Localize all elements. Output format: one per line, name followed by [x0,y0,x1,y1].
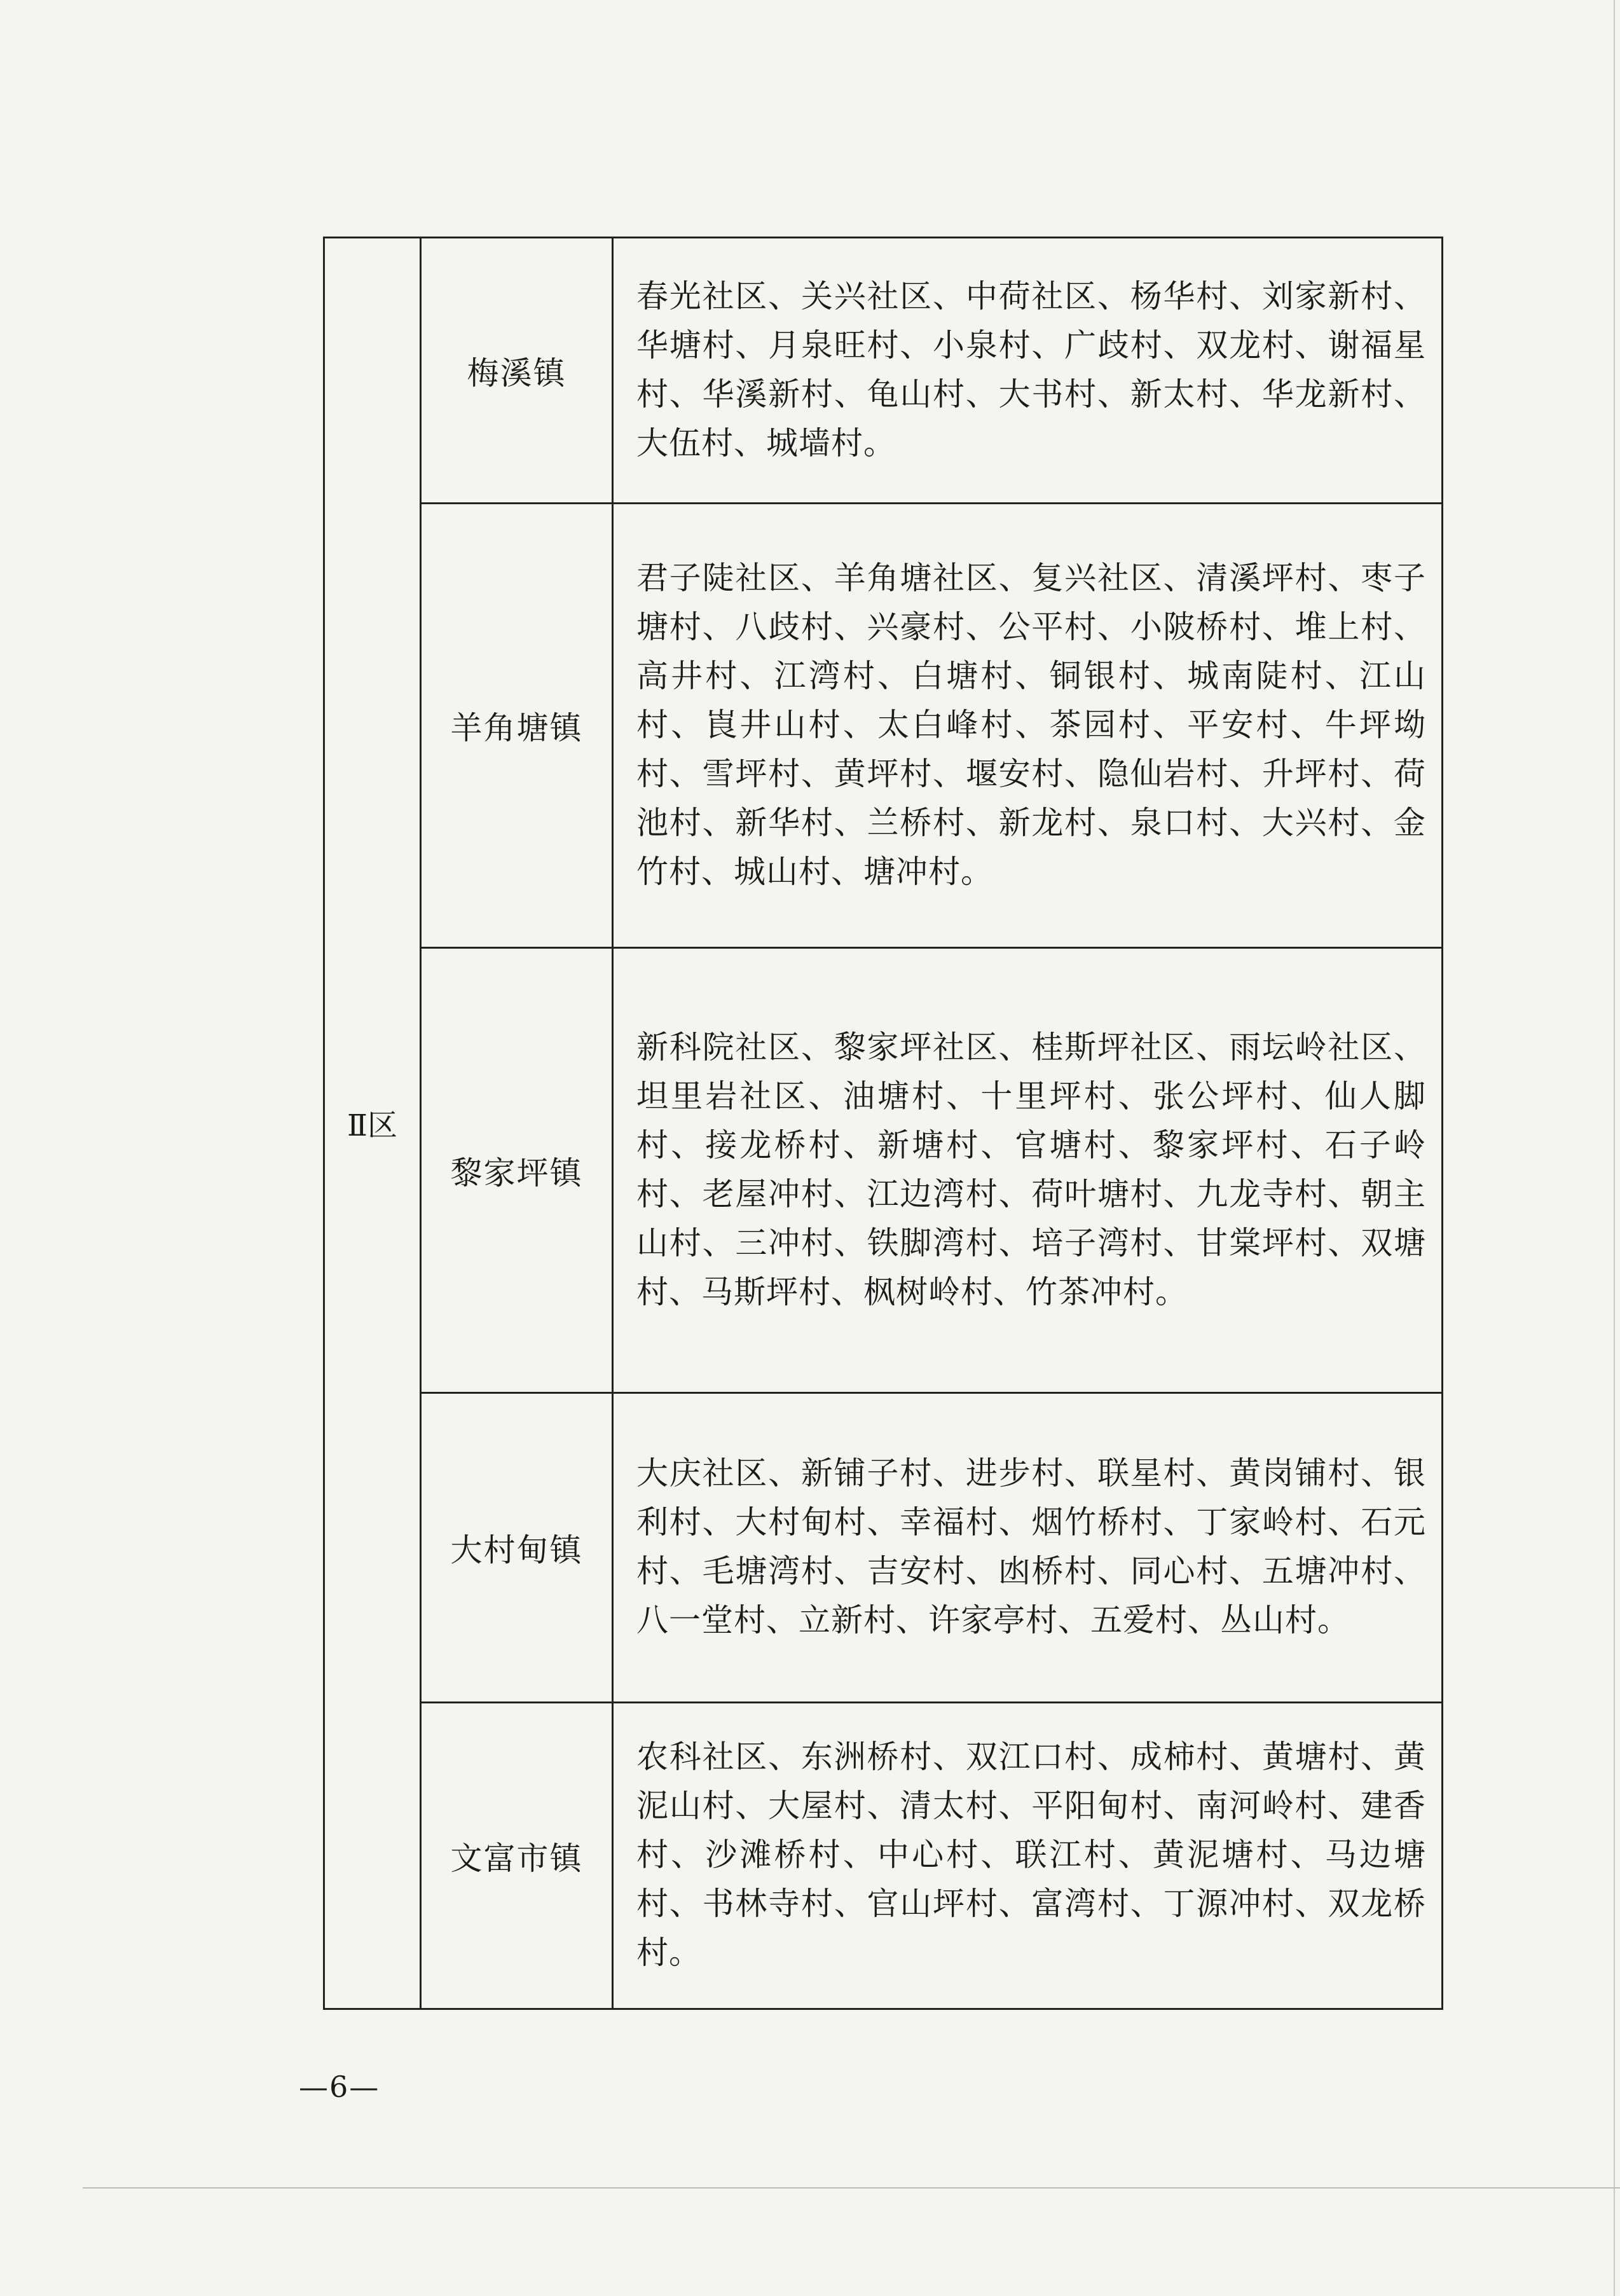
page-edge-bottom [83,2187,1620,2189]
town-cell [421,504,613,948]
town-name: 羊角塘镇 [450,710,583,746]
town-name: 黎家坪镇 [450,1154,583,1192]
villages-list: 新科院社区、黎家坪社区、桂斯坪社区、雨坛岭社区、坦里岩社区、油塘村、十里坪村、张公坪村、仙人脚村、接龙桥村、新塘村、官塘村、黎家坪村、石子岭村、老屋冲村、江边湾村、荷叶塘村、九龙寺村、朝主山村、三冲村、铁脚湾村、培子湾村、甘棠坪村、双塘村、马斯坪村、枫树岭村、竹茶冲村。 [636,1028,1426,1310]
villages-cell [613,948,1443,1393]
table-row [324,504,1443,948]
villages-cell [613,1703,1443,2009]
town-cell [421,1393,613,1703]
town-cell [421,1703,613,2009]
villages-list: 春光社区、关兴社区、中荷社区、杨华村、刘家新村、华塘村、月泉旺村、小泉村、广歧村、双龙村、谢福星村、华溪新村、龟山村、大书村、新太村、华龙新村、大伍村、城墙村。 [636,277,1426,462]
table-row [324,1703,1443,2009]
town-name: 文富市镇 [450,1839,583,1877]
villages-cell [613,504,1443,948]
page-edge-right [1614,0,1615,2296]
page-number: —6— [299,2070,380,2104]
town-cell [421,948,613,1393]
zone-village-table [323,237,1443,2010]
town-name: 大村甸镇 [450,1532,583,1569]
villages-list: 农科社区、东洲桥村、双江口村、成柿村、黄塘村、黄泥山村、大屋村、清太村、平阳甸村、南河岭村、建香村、沙滩桥村、中心村、联江村、黄泥塘村、马边塘村、书林寺村、官山坪村、富湾村、丁源冲村、双龙桥村。 [636,1738,1426,1971]
villages-cell [613,238,1443,504]
zone-cell [324,238,421,2009]
table-row [324,948,1443,1393]
town-name: 梅溪镇 [467,354,566,392]
town-cell [421,238,613,504]
table-row [324,238,1443,504]
table-row [324,1393,1443,1703]
villages-cell [613,1393,1443,1703]
villages-list: 君子陡社区、羊角塘社区、复兴社区、清溪坪村、枣子塘村、八歧村、兴豪村、公平村、小陂桥村、堆上村、高井村、江湾村、白塘村、铜银村、城南陡村、江山村、崀井山村、太白峰村、茶园村、平安村、牛坪坳村、雪坪村、黄坪村、堰安村、隐仙岩村、升坪村、荷池村、新华村、兰桥村、新龙村、泉口村、大兴村、金竹村、城山村、塘冲村。 [636,559,1426,890]
zone-label: Ⅱ区 [347,1108,397,1143]
villages-list: 大庆社区、新铺子村、进步村、联星村、黄岗铺村、银利村、大村甸村、幸福村、烟竹桥村、丁家岭村、石元村、毛塘湾村、吉安村、凼桥村、同心村、五塘冲村、八一堂村、立新村、许家亭村、五爱村、丛山村。 [636,1455,1426,1639]
